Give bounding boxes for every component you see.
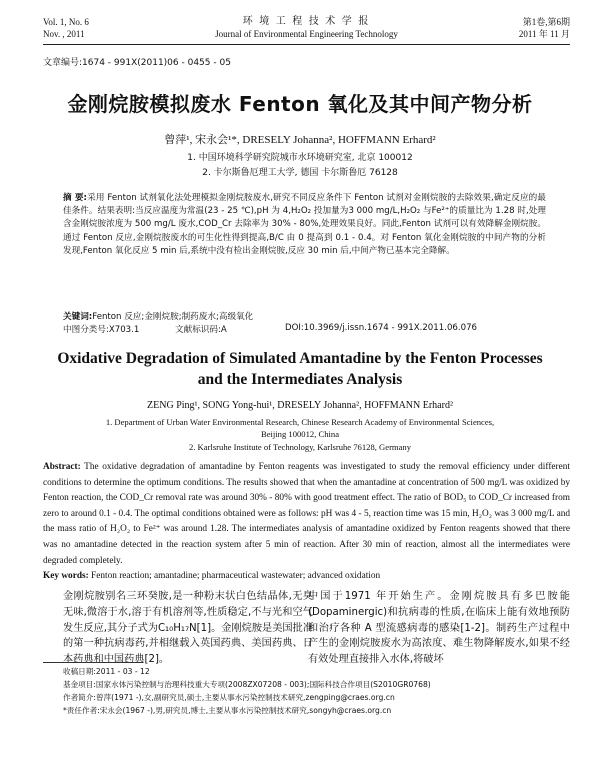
- abstract-en-label: Abstract:: [43, 462, 81, 472]
- header-rule: [43, 44, 570, 45]
- clc-number: 中图分类号:X703.1: [63, 325, 140, 335]
- keywords-cn-label: 关键词:: [63, 312, 93, 322]
- header-volume-line: Vol. 1, No. 6: [43, 17, 89, 27]
- body-column-left: 金刚烷胺别名三环癸胺,是一种粉末状白色结晶体,无臭无味,微溶于水,溶于有机溶剂等,性质稳定,不与光和空气发生反应,其分子式为C₁₀H₁₇N[1]。金刚烷胺是美国批准的第一种抗病毒药,并相继载入英国药典、美国药典、日本药典和中国药典[2]。: [63, 591, 313, 666]
- affiliation-en-1: 1. Department of Urban Water Environmental Research, Chinese Research Academy of Environmental Sciences,: [105, 417, 495, 427]
- abstract-cn-text: 采用 Fenton 试剂氧化法处理模拟金刚烷胺废水,研究不同反应条件下 Fenton 试剂对金刚烷胺的去除效果,确定反应的最佳条件。结果表明:当反应温度为常温(23 - 25 ℃),pH 为 4,H₂O₂ 投加量为3 000 mg/L,H₂O₂ 与Fe²⁺的质量比为 1.28 时,处理含金刚烷胺浓度为 500 mg/L 废水,COD_Cr 去除率为 30% - 80%,处理效果良好。同此,Fenton 试剂可以有效降解金刚烷胺。通过 Fenton 反应,金刚烷胺废水的可生化性得到提高,B/C 由 0 提高到 0.1 - 0.4。对 Fenton 氧化金刚烷胺的中间产物的分析发现,Fenton 氧化反应 5 min 后,系统中没有检出金刚烷胺,反应 30 min 后,中间产物已基本完全降解。: [63, 193, 546, 256]
- header-issue-cn: 第1卷,第6期: [522, 17, 570, 27]
- header-journal: [43, 16, 570, 40]
- title-en-line-1: Oxidative Degradation of Simulated Amantadine by the Fenton Processes: [57, 350, 543, 367]
- header-date-cn: 2011 年 11 月: [518, 29, 570, 39]
- article-number: 文章编号:1674 - 991X(2011)06 - 0455 - 05: [43, 58, 231, 68]
- keywords-en: [43, 571, 570, 581]
- abstract-cn-label: 摘 要:: [63, 193, 87, 203]
- authors-en: ZENG Ping¹, SONG Yong-hui¹, DRESELY Johanna², HOFFMANN Erhard²: [147, 400, 453, 411]
- body-column-right: 中国于1971 年开始生产。金刚烷胺具有多巴胺能(Dopaminergic)和抗病毒的性质,在临床上能有效地预防和治疗各种 A 型流感病毒的感染[1-2]。制药生产过程中产生的金刚烷胺废水为高浓度、难生物降解废水,如果不经有效处理直接排入水体,将破坏: [308, 591, 570, 666]
- footnote-author: 作者简介:曾萍(1971 -),女,副研究员,硕士,主要从事水污染控制技术研究,zengping@craes.org.cn: [63, 693, 395, 702]
- footnote-fund: 基金项目:国家水体污染控制与治理科技重大专项(2008ZX07208 - 003);国际科技合作项目(S2010GR0768): [63, 680, 431, 689]
- title-cn: 金刚烷胺模拟废水 Fenton 氧化及其中间产物分析: [67, 92, 533, 116]
- header-date-line: Nov. , 2011: [43, 29, 85, 39]
- keywords-en-label: Key words:: [43, 571, 89, 581]
- affiliation-cn-2: 2. 卡尔斯鲁厄理工大学, 德国 卡尔斯鲁厄 76128: [202, 168, 398, 178]
- document-code: 文献标识码:A: [175, 325, 227, 335]
- affiliation-cn-1: 1. 中国环境科学研究院城市水环境研究室, 北京 100012: [187, 153, 413, 163]
- keywords-cn: [63, 310, 546, 322]
- doi: DOI:10.3969/j.issn.1674 - 991X.2011.06.076: [285, 323, 478, 333]
- abstract-en-text: The oxidative degradation of amantadine by Fenton reagents was investigated to study the removal efficiency under different conditions to determine the optimum conditions. The results showed that when the amantadine at concentration of 500 mg/L was oxidized by Fenton reaction, the COD_Cr removal rate was around 30% - 80% with good treatment effect. The ratio of BOD₅ to COD_Cr increased from zero to around 0.1 - 0.4. The optimal conditions obtained were as follows: pH was 4 - 5, reaction time was 15 min, H₂O₂ was 3 000 mg/L and the mass ratio of H₂O₂ to Fe²⁺ was around 1.28. The intermediates analysis of amantadine oxidized by Fenton reagents showed that there was no amantadine detected in the reaction system after 5 min of reaction. After 30 min of reaction, almost all the intermediates were degraded completely.: [43, 462, 570, 566]
- affiliation-en-1b: Beijing 100012, China: [260, 429, 340, 439]
- footnote-received: 收稿日期:2011 - 03 - 12: [63, 667, 150, 676]
- keywords-cn-text: Fenton 反应;金刚烷胺;制药废水;高级氧化: [92, 312, 254, 322]
- footnote-rule: [43, 662, 143, 663]
- abstract-cn: [63, 192, 546, 258]
- keywords-en-text: Fenton reaction; amantadine; pharmaceutical wastewater; advanced oxidation: [91, 571, 381, 581]
- affiliation-en-2: 2. Karlsruhe Institute of Technology, Karlsruhe 76128, Germany: [188, 442, 412, 452]
- abstract-en: [43, 460, 570, 569]
- header-issue: [519, 16, 570, 40]
- authors-cn: 曾萍¹, 宋永会¹*, DRESELY Johanna², HOFFMANN Erhard²: [164, 134, 436, 146]
- title-en: [0, 348, 600, 390]
- journal-name-cn: 环 境 工 程 技 术 学 报: [242, 16, 371, 27]
- footnote-corresponding: *责任作者:宋永会(1967 -),男,研究员,博士,主要从事水污染控制技术研究,songyh@craes.org.cn: [63, 706, 392, 715]
- journal-name-en: Journal of Environmental Engineering Technology: [215, 29, 398, 39]
- title-en-line-2: and the Intermediates Analysis: [197, 371, 403, 388]
